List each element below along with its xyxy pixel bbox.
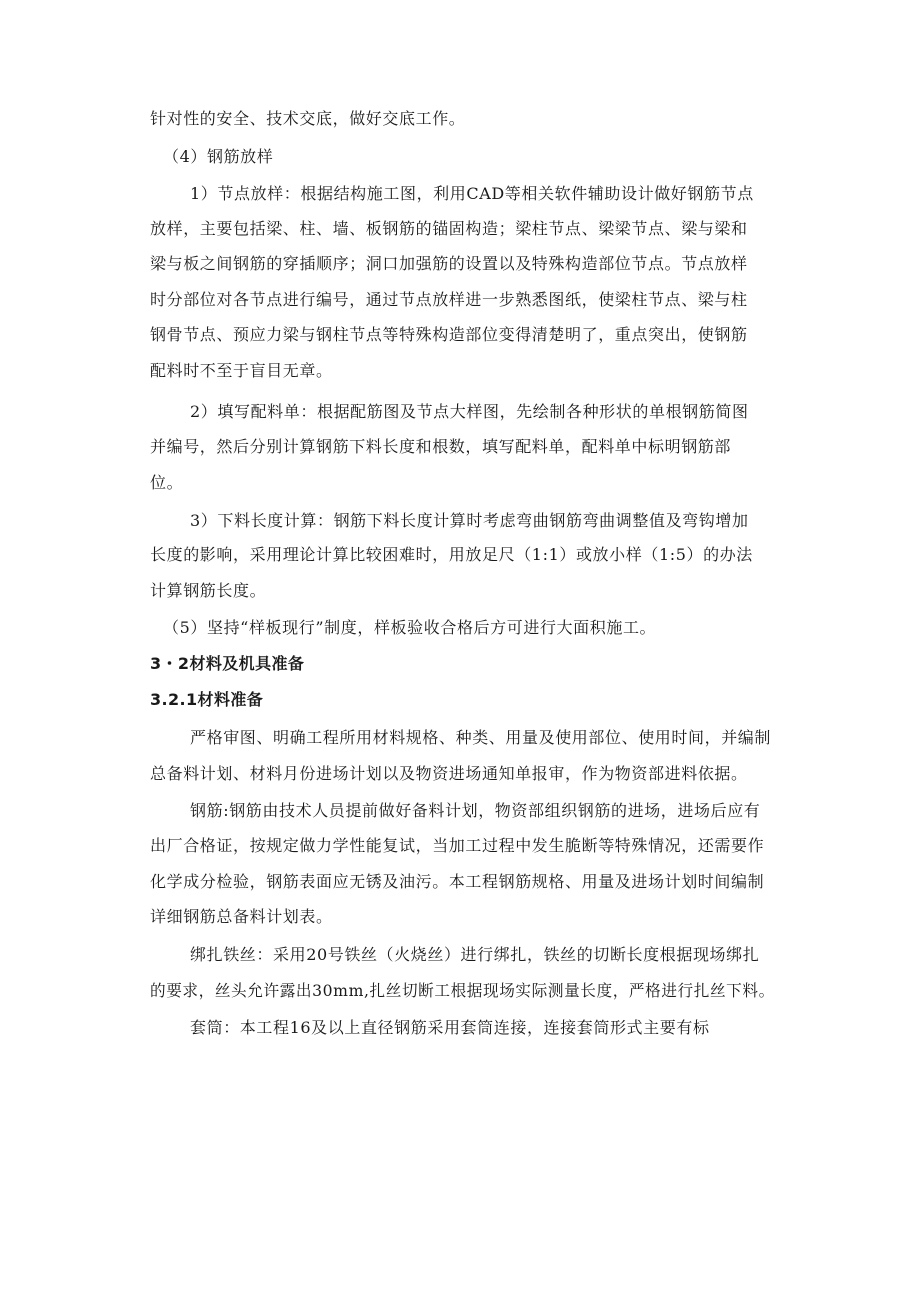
text-line: 梁与板之间钢筋的穿插顺序；洞口加强筋的设置以及特殊构造部位节点。节点放样	[150, 254, 748, 273]
section-heading: 3・2材料及机具准备	[150, 654, 305, 673]
text-line: 针对性的安全、技术交底，做好交底工作。	[150, 109, 466, 128]
text-line: 严格审图、明确工程所用材料规格、种类、用量及使用部位、使用时间，并编制	[190, 728, 772, 747]
text-line: 钢骨节点、预应力梁与钢柱节点等特殊构造部位变得清楚明了，重点突出，使钢筋	[150, 325, 748, 344]
subsection-heading: （4）钢筋放样	[163, 147, 274, 166]
text-line: 详细钢筋总备料计划表。	[150, 907, 333, 926]
text-line: 出厂合格证，按规定做力学性能复试，当加工过程中发生脆断等特殊情况，还需要作	[150, 836, 765, 855]
section-heading: 3.2.1材料准备	[150, 690, 264, 709]
text-line: 钢筋:钢筋由技术人员提前做好备料计划，物资部组织钢筋的进场，进场后应有	[190, 801, 761, 820]
text-line: 放样，主要包括梁、柱、墙、板钢筋的锚固构造；梁柱节点、梁梁节点、梁与梁和	[150, 219, 748, 238]
text-line: 配料时不至于盲目无章。	[150, 361, 333, 380]
text-line: 3）下料长度计算：钢筋下料长度计算时考虑弯曲钢筋弯曲调整值及弯钩增加	[190, 511, 749, 530]
text-line: 化学成分检验，钢筋表面应无锈及油污。本工程钢筋规格、用量及进场计划时间编制	[150, 872, 765, 891]
text-line: 总备料计划、材料月份进场计划以及物资进场通知单报审，作为物资部进料依据。	[150, 764, 748, 783]
text-line: 套筒：本工程16及以上直径钢筋采用套筒连接，连接套筒形式主要有标	[190, 1018, 710, 1037]
text-line: 长度的影响，采用理论计算比较困难时，用放足尺（1:1）或放小样（1:5）的办法	[150, 545, 753, 564]
text-line: 并编号，然后分别计算钢筋下料长度和根数，填写配料单，配料单中标明钢筋部	[150, 437, 732, 456]
text-line: 时分部位对各节点进行编号，通过节点放样进一步熟悉图纸，使梁柱节点、梁与柱	[150, 290, 748, 309]
subsection-heading: （5）坚持“样板现行”制度，样板验收合格后方可进行大面积施工。	[163, 618, 657, 637]
text-line: 绑扎铁丝：采用20号铁丝（火烧丝）进行绑扎，铁丝的切断长度根据现场绑扎	[190, 945, 760, 964]
text-line: 1）节点放样：根据结构施工图，利用CAD等相关软件辅助设计做好钢筋节点	[190, 184, 754, 203]
text-line: 2）填写配料单：根据配筋图及节点大样图，先绘制各种形状的单根钢筋简图	[190, 402, 749, 421]
text-line: 计算钢筋长度。	[150, 581, 267, 600]
text-line: 的要求，丝头允许露出30mm,扎丝切断工根据现场实际测量长度，严格进行扎丝下料。	[150, 981, 775, 1000]
text-line: 位。	[150, 473, 184, 492]
